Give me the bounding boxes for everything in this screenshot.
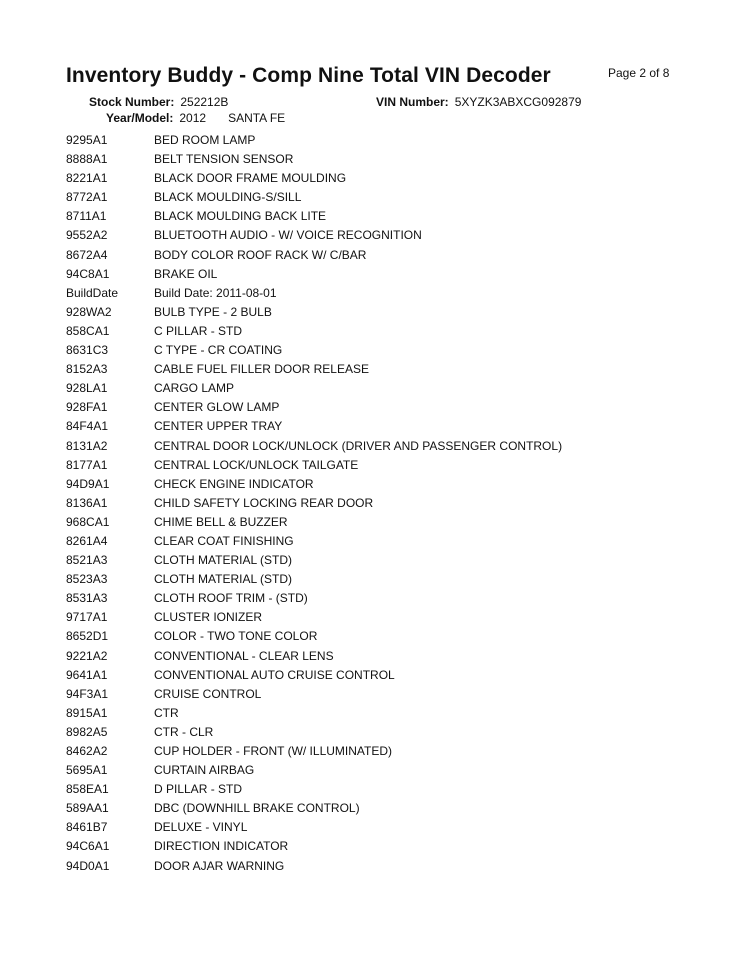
option-row bbox=[0, 532, 742, 551]
option-row bbox=[0, 551, 742, 570]
vin-number-label: VIN Number: bbox=[376, 95, 449, 109]
option-code: 8221A1 bbox=[66, 171, 108, 186]
option-row bbox=[0, 647, 742, 666]
stock-number bbox=[89, 95, 228, 109]
option-description: BLACK MOULDING BACK LITE bbox=[154, 209, 327, 224]
option-row bbox=[0, 818, 742, 837]
option-code: 8177A1 bbox=[66, 457, 108, 472]
option-description: Build Date: 2011-08-01 bbox=[154, 285, 277, 300]
option-code: 858CA1 bbox=[66, 323, 110, 338]
option-description: CARGO LAMP bbox=[154, 381, 235, 396]
option-code: 968CA1 bbox=[66, 514, 110, 529]
option-row bbox=[0, 857, 742, 876]
option-row bbox=[0, 398, 742, 417]
option-description: CTR - CLR bbox=[154, 724, 214, 739]
page-number: Page 2 of 8 bbox=[608, 66, 670, 80]
option-code: 928WA2 bbox=[66, 304, 112, 319]
option-description: CURTAIN AIRBAG bbox=[154, 763, 255, 778]
option-row bbox=[0, 666, 742, 685]
option-code: 928FA1 bbox=[66, 400, 108, 415]
option-description: BULB TYPE - 2 BULB bbox=[154, 304, 272, 319]
option-description: CENTER UPPER TRAY bbox=[154, 419, 283, 434]
option-code: 8672A4 bbox=[66, 247, 108, 262]
option-row bbox=[0, 226, 742, 245]
option-description: CLEAR COAT FINISHING bbox=[154, 533, 294, 548]
option-description: CHIME BELL & BUZZER bbox=[154, 514, 288, 529]
option-row bbox=[0, 150, 742, 169]
option-description: CHECK ENGINE INDICATOR bbox=[154, 476, 314, 491]
option-row bbox=[0, 799, 742, 818]
option-row bbox=[0, 837, 742, 856]
option-code: 8461B7 bbox=[66, 820, 108, 835]
model-value: SANTA FE bbox=[228, 111, 286, 125]
option-code: BuildDate bbox=[66, 285, 119, 300]
option-row bbox=[0, 742, 742, 761]
option-row bbox=[0, 475, 742, 494]
option-row bbox=[0, 284, 742, 303]
option-row bbox=[0, 188, 742, 207]
option-code: 8462A2 bbox=[66, 744, 108, 758]
option-description: CLOTH MATERIAL (STD) bbox=[154, 553, 293, 568]
option-code: 5695A1 bbox=[66, 763, 108, 778]
option-description: CHILD SAFETY LOCKING REAR DOOR bbox=[154, 495, 374, 510]
option-description: CLOTH ROOF TRIM - (STD) bbox=[154, 591, 308, 606]
option-description: BLACK DOOR FRAME MOULDING bbox=[154, 171, 347, 186]
option-code: 8631C3 bbox=[66, 343, 109, 358]
option-description: DELUXE - VINYL bbox=[154, 820, 248, 835]
option-description: BLACK MOULDING-S/SILL bbox=[154, 190, 302, 205]
option-row bbox=[0, 704, 742, 723]
option-row bbox=[0, 456, 742, 475]
vin-number-value: 5XYZK3ABXCG092879 bbox=[454, 95, 582, 109]
option-row bbox=[0, 417, 742, 436]
option-code: 9717A1 bbox=[66, 610, 108, 625]
option-row bbox=[0, 589, 742, 608]
option-code: 589AA1 bbox=[66, 801, 109, 816]
option-description: CTR bbox=[154, 705, 179, 720]
option-row bbox=[0, 169, 742, 188]
year-value: 2012 bbox=[179, 111, 207, 125]
option-description: D PILLAR - STD bbox=[154, 782, 243, 797]
option-code: 84F4A1 bbox=[66, 419, 109, 434]
option-row bbox=[0, 246, 742, 265]
option-row bbox=[0, 207, 742, 226]
option-code: 858EA1 bbox=[66, 782, 109, 797]
option-description: CUP HOLDER - FRONT (W/ ILLUMINATED) bbox=[154, 744, 393, 758]
option-row bbox=[0, 513, 742, 532]
option-code: 8982A5 bbox=[66, 724, 108, 739]
option-description: BED ROOM LAMP bbox=[154, 133, 256, 147]
option-row bbox=[0, 303, 742, 322]
option-row bbox=[0, 608, 742, 627]
option-row bbox=[0, 780, 742, 799]
year-model-label: Year/Model: bbox=[106, 111, 174, 125]
option-code: 9221A2 bbox=[66, 648, 108, 663]
option-description: DBC (DOWNHILL BRAKE CONTROL) bbox=[154, 801, 360, 816]
option-code: 9641A1 bbox=[66, 667, 108, 682]
option-code: 94C8A1 bbox=[66, 266, 110, 281]
option-description: CLOTH MATERIAL (STD) bbox=[154, 572, 293, 587]
vin-number bbox=[376, 95, 581, 109]
option-code: 8136A1 bbox=[66, 495, 108, 510]
option-row bbox=[0, 322, 742, 341]
option-code: 8261A4 bbox=[66, 533, 108, 548]
option-list bbox=[0, 131, 742, 876]
option-code: 8888A1 bbox=[66, 152, 108, 167]
option-description: CENTRAL DOOR LOCK/UNLOCK (DRIVER AND PASSENGER CONTROL) bbox=[154, 438, 563, 453]
option-row bbox=[0, 341, 742, 360]
option-row bbox=[0, 627, 742, 646]
option-description: BRAKE OIL bbox=[154, 266, 218, 281]
option-row bbox=[0, 131, 742, 150]
option-description: CLUSTER IONIZER bbox=[154, 610, 263, 625]
stock-number-value: 252212B bbox=[180, 95, 229, 109]
option-code: 8531A3 bbox=[66, 591, 108, 606]
option-code: 94F3A1 bbox=[66, 686, 109, 701]
option-row bbox=[0, 685, 742, 704]
option-description: C TYPE - CR COATING bbox=[154, 343, 283, 358]
option-code: 94C6A1 bbox=[66, 839, 110, 854]
option-row bbox=[0, 723, 742, 742]
option-description: CRUISE CONTROL bbox=[154, 686, 262, 701]
page-title: Inventory Buddy - Comp Nine Total VIN Decoder bbox=[66, 64, 551, 87]
option-row bbox=[0, 379, 742, 398]
option-description: C PILLAR - STD bbox=[154, 323, 243, 338]
option-description: CONVENTIONAL AUTO CRUISE CONTROL bbox=[154, 667, 395, 682]
option-code: 9552A2 bbox=[66, 228, 108, 243]
year-model bbox=[106, 111, 285, 125]
option-description: CABLE FUEL FILLER DOOR RELEASE bbox=[154, 362, 369, 377]
option-row bbox=[0, 437, 742, 456]
option-description: DOOR AJAR WARNING bbox=[154, 858, 285, 873]
option-description: CENTRAL LOCK/UNLOCK TAILGATE bbox=[154, 457, 359, 472]
option-code: 8152A3 bbox=[66, 362, 108, 377]
option-code: 8915A1 bbox=[66, 705, 108, 720]
option-code: 928LA1 bbox=[66, 381, 108, 396]
option-description: CENTER GLOW LAMP bbox=[154, 400, 280, 415]
option-code: 9295A1 bbox=[66, 133, 108, 147]
option-description: BELT TENSION SENSOR bbox=[154, 152, 294, 167]
option-description: DIRECTION INDICATOR bbox=[154, 839, 289, 854]
option-row bbox=[0, 265, 742, 284]
option-code: 8131A2 bbox=[66, 438, 108, 453]
option-code: 94D0A1 bbox=[66, 858, 110, 873]
option-description: CONVENTIONAL - CLEAR LENS bbox=[154, 648, 334, 663]
option-row bbox=[0, 360, 742, 379]
option-row bbox=[0, 570, 742, 589]
option-code: 94D9A1 bbox=[66, 476, 110, 491]
stock-number-label: Stock Number: bbox=[89, 95, 175, 109]
option-row bbox=[0, 494, 742, 513]
option-code: 8711A1 bbox=[66, 209, 107, 224]
option-description: BODY COLOR ROOF RACK W/ C/BAR bbox=[154, 247, 367, 262]
option-code: 8652D1 bbox=[66, 629, 109, 644]
option-row bbox=[0, 761, 742, 780]
option-code: 8523A3 bbox=[66, 572, 108, 587]
option-description: BLUETOOTH AUDIO - W/ VOICE RECOGNITION bbox=[154, 228, 422, 243]
option-description: COLOR - TWO TONE COLOR bbox=[154, 629, 318, 644]
option-code: 8521A3 bbox=[66, 553, 108, 568]
option-code: 8772A1 bbox=[66, 190, 108, 205]
